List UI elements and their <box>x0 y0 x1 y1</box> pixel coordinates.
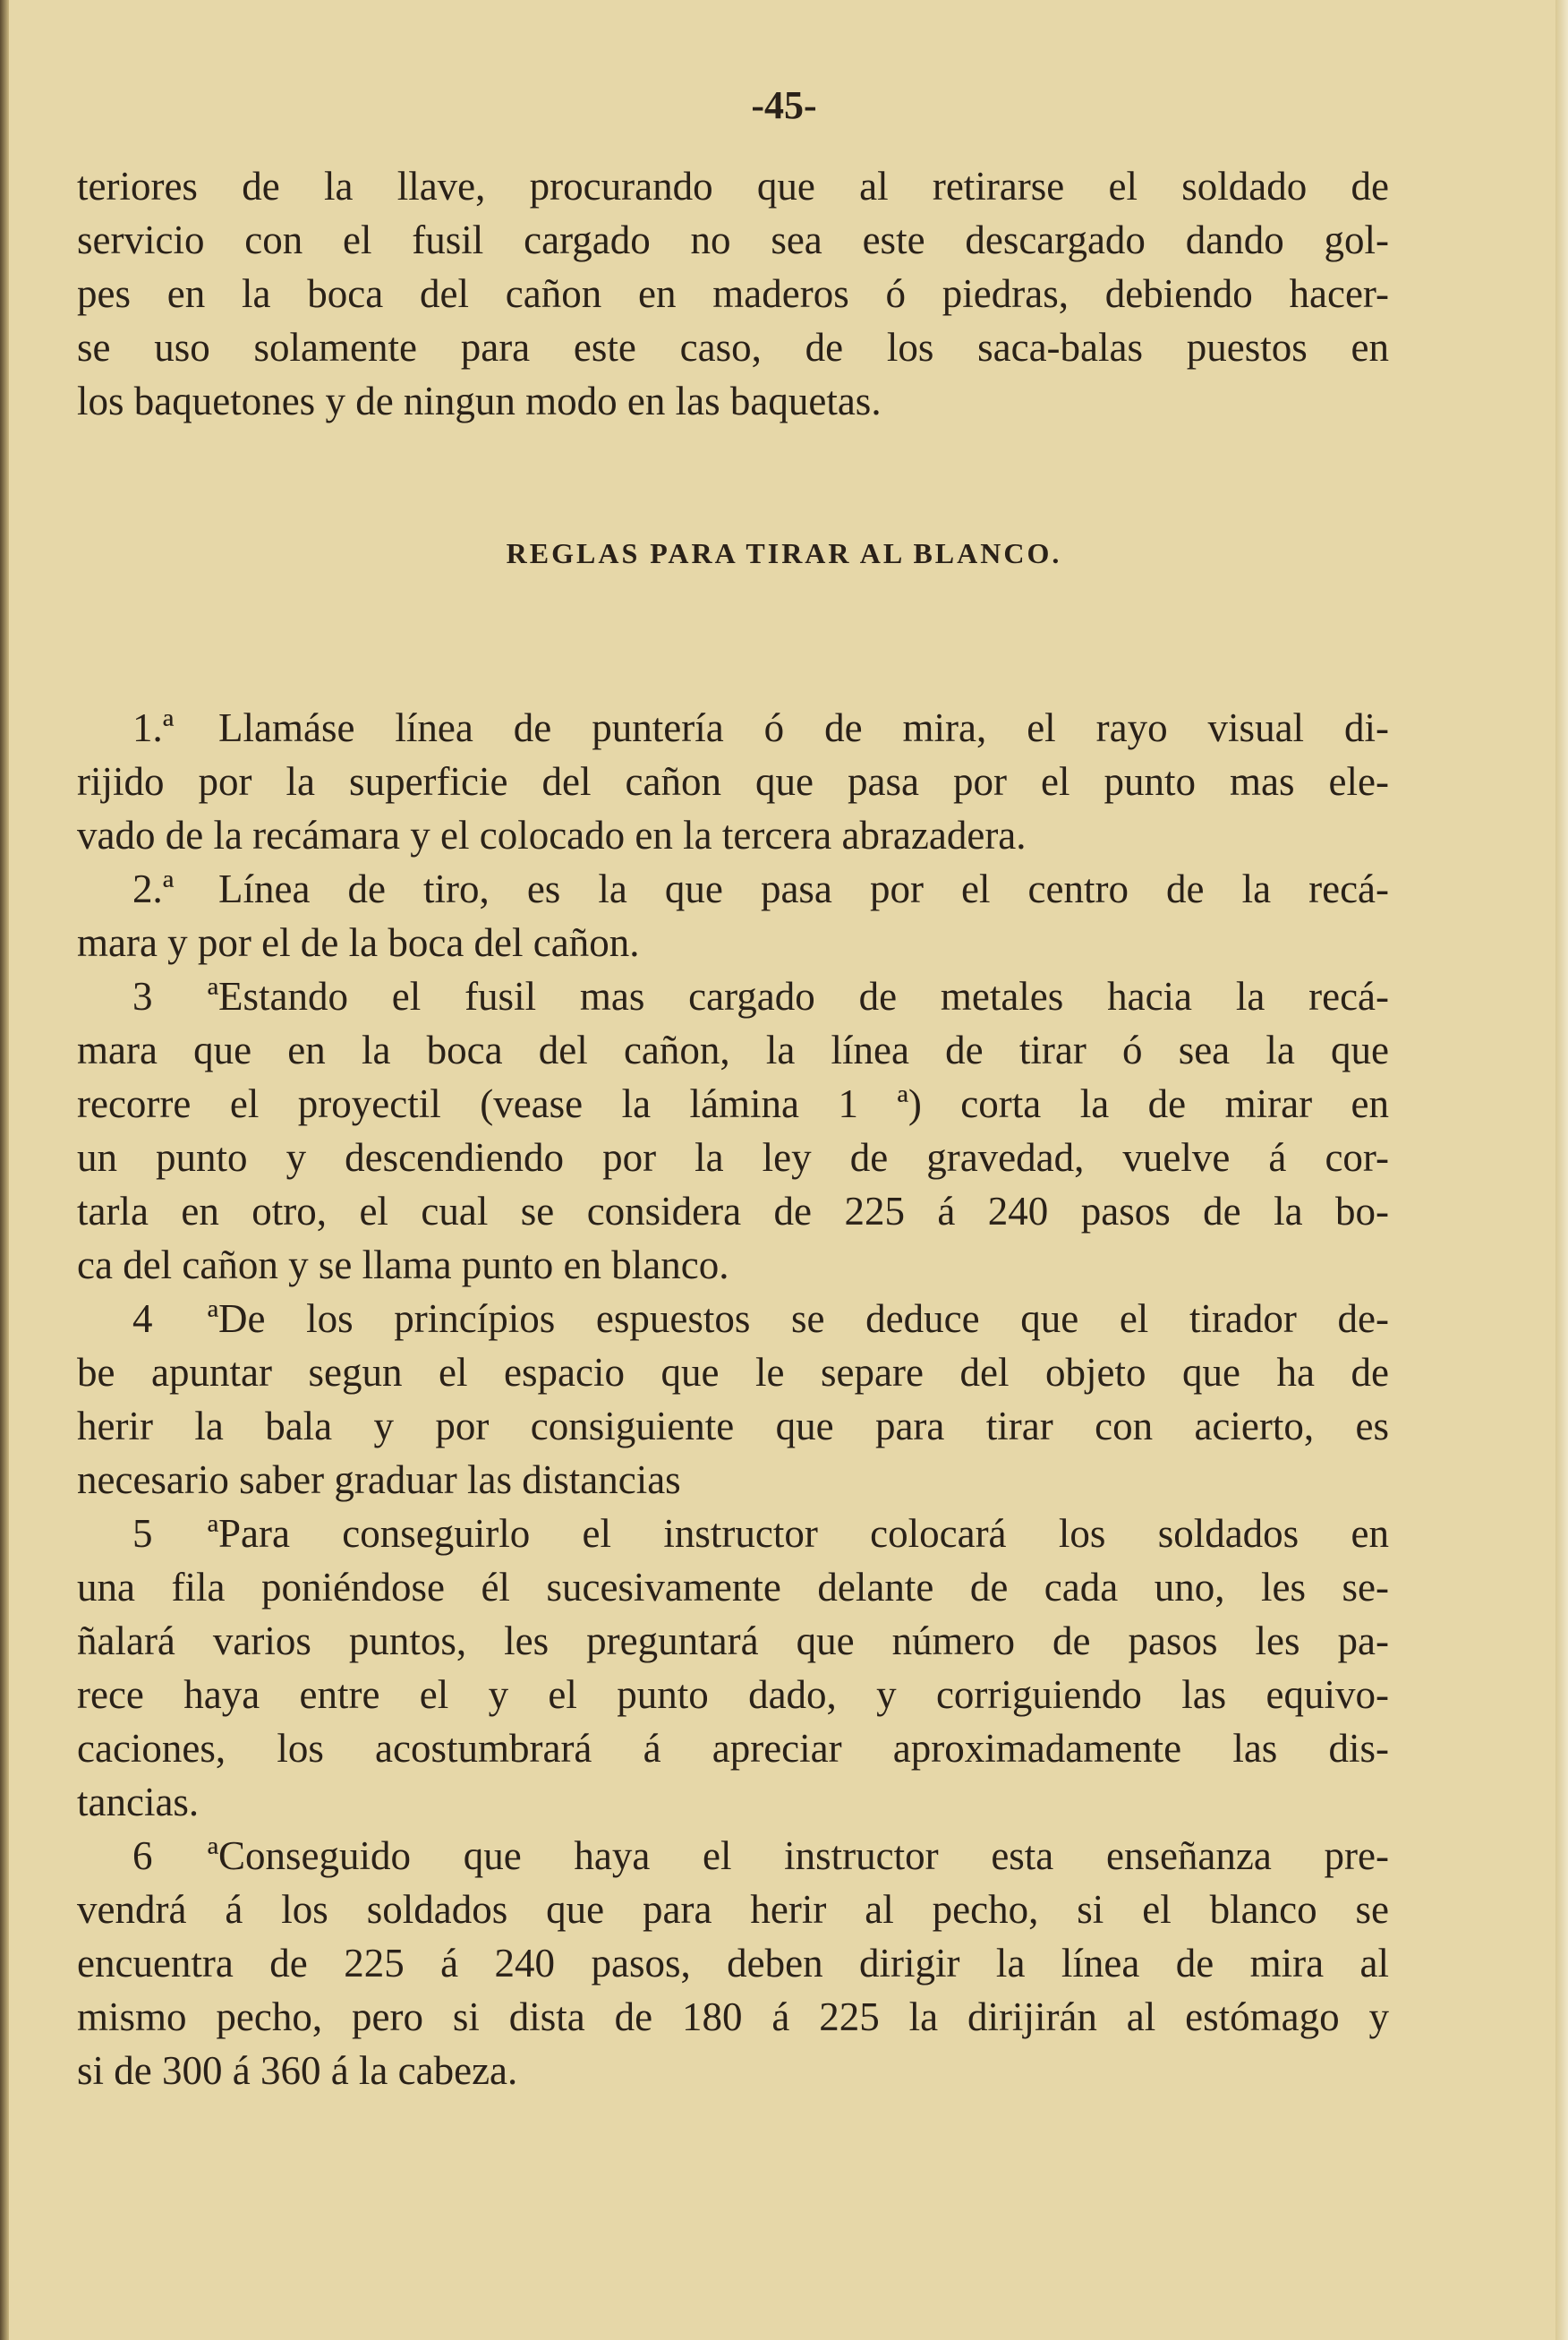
text-line <box>77 1507 1389 1560</box>
rule-text: Llamáse línea de puntería ó de mira, el rayo visual di- <box>218 705 1389 750</box>
text-line: mismo pecho, pero si dista de 180 á 225 la dirijirán al estómago y <box>77 1994 1389 2039</box>
rule-paragraph <box>77 1507 1389 1829</box>
text-line: vendrá á los soldados que para herir al pecho, si el blanco se <box>77 1887 1389 1932</box>
text-line: rece haya entre el y el punto dado, y corriguiendo las equivo- <box>77 1672 1389 1717</box>
text-line: un punto y descendiendo por la ley de gravedad, vuelve á cor- <box>77 1135 1389 1180</box>
text-line <box>77 1292 1389 1345</box>
rule-paragraph <box>77 1292 1389 1507</box>
page-binding-edge <box>0 0 9 2340</box>
text-line <box>77 701 1389 755</box>
text-line: se uso solamente para este caso, de los saca-balas puestos en <box>77 325 1389 370</box>
text-line <box>77 969 1389 1023</box>
rule-text: De los princípios espuestos se deduce que el tirador de- <box>218 1296 1389 1341</box>
text-line: recorre el proyectil (vease la lámina 1 ª) corta la de mirar en <box>77 1081 1389 1126</box>
text-line: si de 300 á 360 á la cabeza. <box>77 2048 518 2093</box>
text-line <box>77 862 1389 916</box>
rule-number: 3 ª <box>132 974 218 1019</box>
text-line: tarla en otro, el cual se considera de 225 á 240 pasos de la bo- <box>77 1189 1389 1234</box>
text-line: ca del cañon y se llama punto en blanco. <box>77 1243 729 1287</box>
text-line: be apuntar segun el espacio que le separe del objeto que ha de <box>77 1350 1389 1395</box>
text-line: servicio con el fusil cargado no sea este descargado dando gol- <box>77 218 1389 262</box>
rule-number: 6 ª <box>132 1833 218 1878</box>
rule-text: Línea de tiro, es la que pasa por el centro de la recá- <box>218 867 1389 911</box>
text-line: mara y por el de la boca del cañon. <box>77 920 640 965</box>
text-line: encuentra de 225 á 240 pasos, deben dirigir la línea de mira al <box>77 1941 1389 1986</box>
section-heading: REGLAS PARA TIRAR AL BLANCO. <box>506 537 1062 569</box>
rule-number: 4 ª <box>132 1296 218 1341</box>
rule-paragraph <box>77 701 1389 862</box>
text-line: pes en la boca del cañon en maderos ó piedras, debiendo hacer- <box>77 271 1389 316</box>
rules-list <box>77 701 1389 2097</box>
rule-number: 5 ª <box>132 1511 218 1556</box>
rule-number: 2.ª <box>132 867 175 911</box>
rule-text: Conseguido que haya el instructor esta enseñanza pre- <box>218 1833 1389 1878</box>
text-line: una fila poniéndose él sucesivamente delante de cada uno, les se- <box>77 1565 1389 1610</box>
text-line <box>77 1829 1389 1883</box>
rule-paragraph <box>77 862 1389 969</box>
rule-text: Para conseguirlo el instructor colocará los soldados en <box>218 1511 1389 1556</box>
text-line: tancias. <box>77 1780 200 1824</box>
text-line: necesario saber graduar las distancias <box>77 1457 681 1502</box>
text-line: mara que en la boca del cañon, la línea de tirar ó sea la que <box>77 1028 1389 1072</box>
rule-text: Estando el fusil mas cargado de metales hacia la recá- <box>218 974 1389 1019</box>
rule-paragraph <box>77 1829 1389 2097</box>
text-line: teriores de la llave, procurando que al retirarse el soldado de <box>77 164 1389 209</box>
text-line: ñalará varios puntos, les preguntará que número de pasos les pa- <box>77 1618 1389 1663</box>
text-line: caciones, los acostumbrará á apreciar aproximadamente las dis- <box>77 1726 1389 1771</box>
rule-paragraph <box>77 969 1389 1292</box>
text-line: vado de la recámara y el colocado en la tercera abrazadera. <box>77 813 1027 858</box>
text-line: herir la bala y por consiguiente que para tirar con acierto, es <box>77 1404 1389 1448</box>
page-fore-edge <box>1555 0 1568 2340</box>
intro-paragraph <box>77 159 1389 428</box>
text-line: los baquetones y de ningun modo en las baquetas. <box>77 379 882 423</box>
page-number: -45- <box>751 83 817 127</box>
text-line: rijido por la superficie del cañon que pasa por el punto mas ele- <box>77 759 1389 804</box>
rule-number: 1.ª <box>132 705 175 750</box>
